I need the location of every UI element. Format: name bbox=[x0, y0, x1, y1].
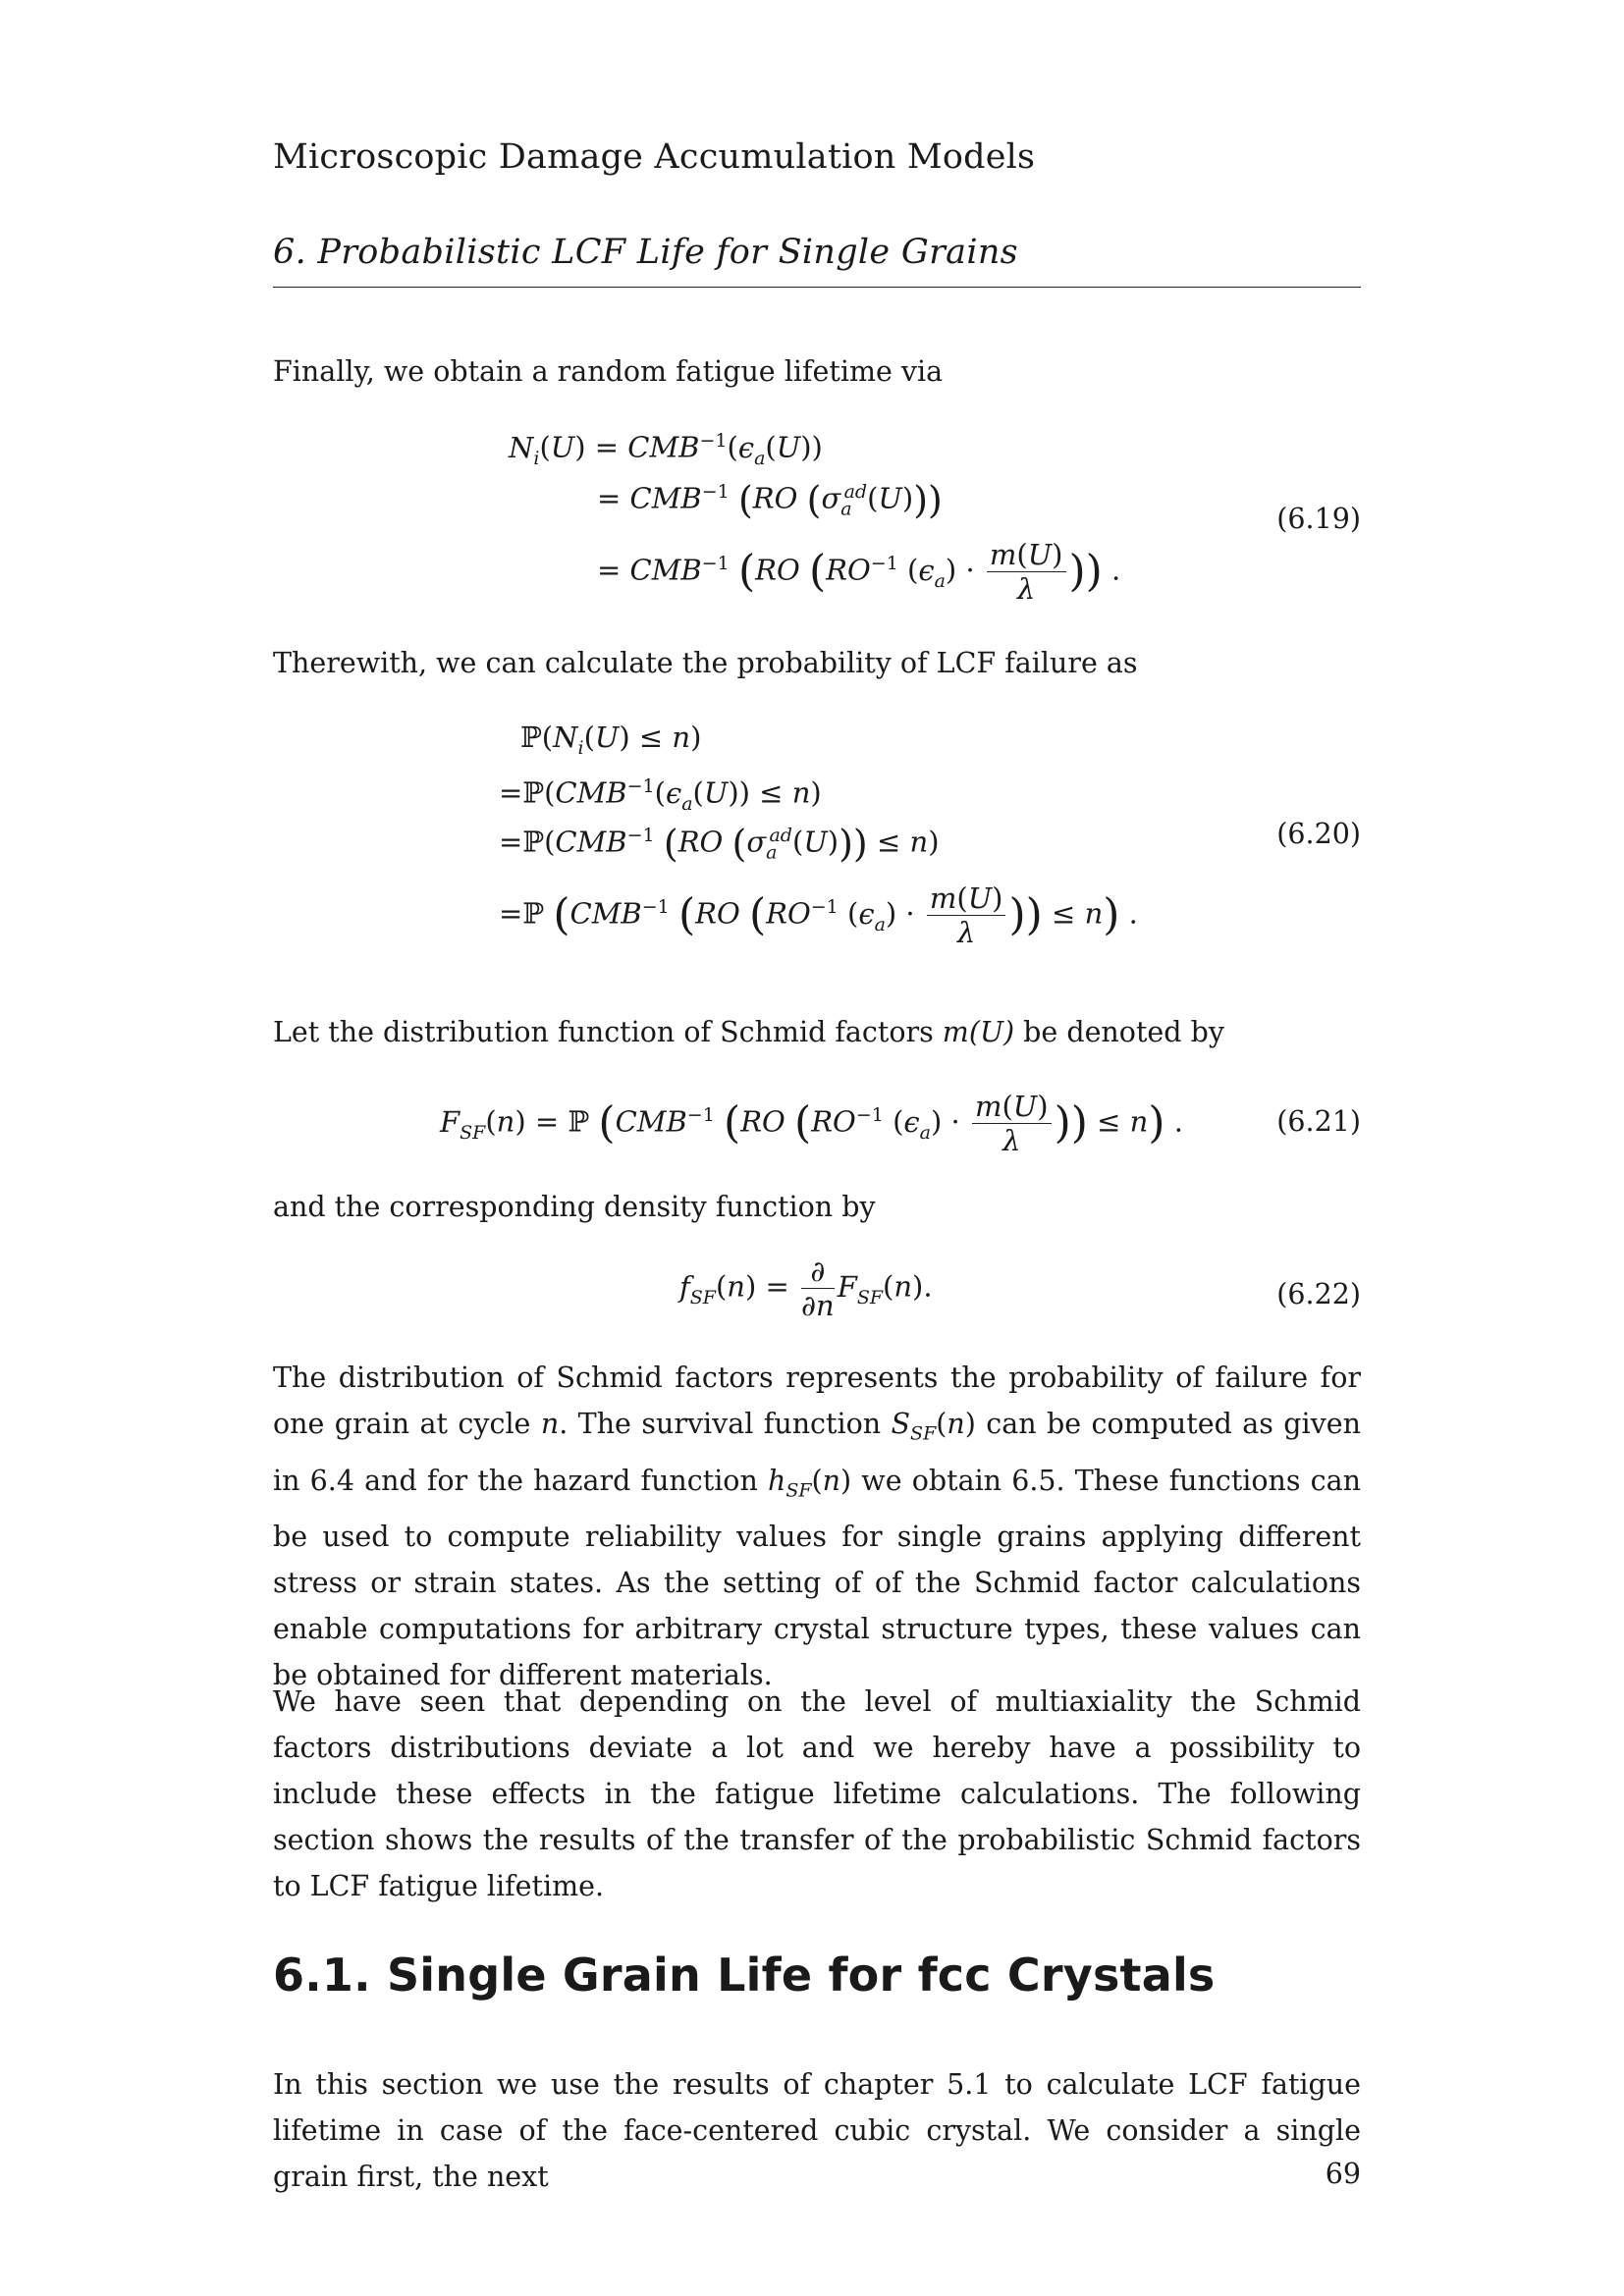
eq-6-19-line-1: $N_i(U) = CMB^{-1}(\epsilon_a(U))$ bbox=[509, 430, 823, 469]
paragraph-2: Therewith, we can calculate the probability of LCF failure as bbox=[273, 647, 1138, 679]
paragraph-3 bbox=[273, 1009, 1361, 1055]
eq-6-22-body: $f_{SF}(n)$ = $\frac{\partial}{\partial n}$ $F_{SF}(n)$. bbox=[679, 1255, 933, 1322]
paragraph-6: We have seen that depending on the level of multiaxiality the Schmid factors distributions deviate a lot and we hereby have a possibility to include these effects in the fatigue lifetime calculations. The following section shows the results of the transfer of the probabilistic Schmid factors to LCF fatigue lifetime. bbox=[273, 1685, 1361, 1902]
equation-number-6-21: (6.21) bbox=[1276, 1105, 1361, 1138]
header-rule bbox=[273, 287, 1361, 288]
p5-part-d: we obtain 6.5. These functions can be used to compute reliability values for single grains applying different stress or strain states. As the setting of of the Schmid factor calculations enable computations for arbitrary crystal structure types, these values can be obtained for different materials. bbox=[273, 1464, 1361, 1692]
equation-number-6-20: (6.20) bbox=[1276, 818, 1361, 850]
paragraph-7: In this section we use the results of chapter 5.1 to calculate LCF fatigue lifetime in case of the face-centered cubic crystal. We consider a single grain first, the next bbox=[273, 2068, 1361, 2193]
eq-6-21-body: $F_{SF}(n)$ = ℙ ($CMB^{-1}$ (RO ($RO^{-1}$ $(\epsilon_a)$ · $\frac{m(U)}{\lambda}$ )) ≤ n) . bbox=[440, 1090, 1183, 1157]
p5-part-a: The distribution of Schmid factors represents the probability of failure for one grain at cycle bbox=[273, 1362, 1361, 1440]
paragraph-4: and the corresponding density function by bbox=[273, 1191, 876, 1223]
p5-part-c: can be computed as given in 6.4 and for the hazard function bbox=[273, 1408, 1361, 1497]
paragraph-1: Finally, we obtain a random fatigue lifetime via bbox=[273, 355, 944, 388]
paragraph-5: The distribution of Schmid factors represents the probability of failure for one grain at cycle n. The survival function $S_{SF}(n)$ can be computed as given in 6.4 and for the hazard function $h_{SF}(n)$ we obtain 6.5. These functions can be used to compute reliability values for single grains applying different stress or strain states. As the setting of of the Schmid factor calculations enable computations for arbitrary crystal structure types, these values can be obtained for different materials. bbox=[273, 1362, 1361, 1692]
eq-6-19-line-3: = $CMB^{-1}$ (RO ($RO^{-1}$ $(\epsilon_a)$ · $\frac{m(U)}{\lambda}$ )) . bbox=[597, 538, 1121, 606]
equation-number-6-19: (6.19) bbox=[1276, 503, 1361, 535]
equation-number-6-22: (6.22) bbox=[1276, 1278, 1361, 1310]
chapter-title: 6. Probabilistic LCF Life for Single Grains bbox=[273, 233, 1018, 272]
page-number: 69 bbox=[1325, 2158, 1361, 2190]
eq-6-20-line-1: $ℙ(N_i(U) \le n)$ bbox=[520, 721, 702, 759]
eq-6-20-line-2: $=ℙ(CMB^{-1}(\epsilon_a(U)) \le n)$ bbox=[499, 775, 822, 815]
paragraph-3-pre: Let the distribution function of Schmid factors bbox=[273, 1016, 934, 1048]
eq-6-20-line-4: =ℙ ($CMB^{-1}$ (RO ($RO^{-1}$ $(\epsilon_a)$ · $\frac{m(U)}{\lambda}$ )) ≤ n) . bbox=[499, 881, 1138, 949]
eq-6-20-line-3: $=ℙ(CMB^{-1}$ (RO $(\sigma_a^{ad}(U))) \le n$) bbox=[499, 822, 940, 866]
paragraph-3-math: m(U) bbox=[942, 1016, 1015, 1048]
paragraph-3-post: be denoted by bbox=[1023, 1016, 1224, 1048]
p5-part-b: . The survival function bbox=[559, 1408, 892, 1440]
eq-6-19-line-2: = $CMB^{-1}$ (RO $(\sigma_a^{ad}(U))$) bbox=[597, 478, 943, 522]
section-heading: 6.1. Single Grain Life for fcc Crystals bbox=[273, 1949, 1216, 2002]
running-title: Microscopic Damage Accumulation Models bbox=[273, 137, 1036, 177]
